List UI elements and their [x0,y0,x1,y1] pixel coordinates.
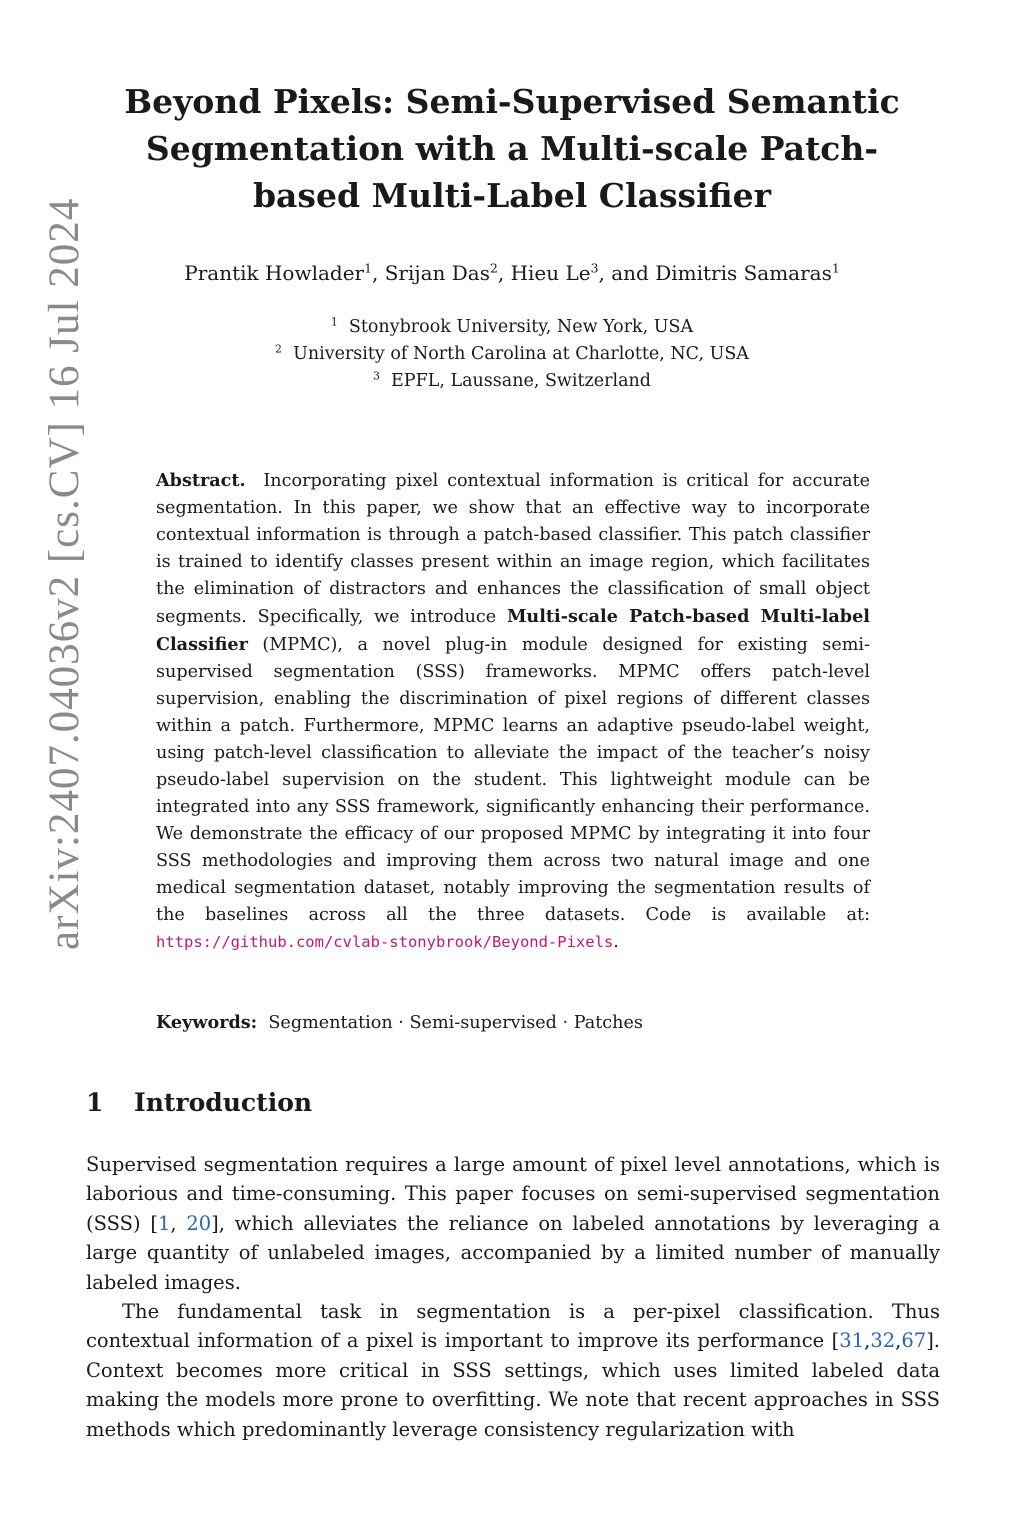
citation-link[interactable]: 1 [157,1211,171,1235]
arxiv-identifier: arXiv:2407.04036v2 [cs.CV] 16 Jul 2024 [41,197,88,950]
abstract-emphasis: Multi-scale Patch-based Multi-label Classifier [156,606,870,655]
author: Srijan Das$^2$, [384,260,511,285]
affiliation: $^1$ Stonybrook University, New York, USA [330,315,694,337]
paragraph: Supervised segmentation requires a large amount of pixel level annotations, which is laborious and time-consuming. This paper focuses on semi-supervised segmentation (SSS) [1, 20], which alleviates the reliance on labeled annotations by leveraging a large quantity of unlabeled images, accompanied by a limited number of manually labeled images. [86,1153,940,1294]
affiliation-list [100,314,924,395]
citation-link[interactable]: 31 [839,1329,865,1353]
author: Dimitris Samaras$^1$ [655,260,840,285]
citation-link[interactable]: 32 [870,1329,896,1353]
paragraph: The fundamental task in segmentation is a per-pixel classification. Thus contextual information of a pixel is important to improve its performance [31,32,67]. Context becomes more critical in SSS settings, which uses limited labeled data making the models more prone to overfitting. We note that recent approaches in SSS methods which predominantly leverage consistency regularization with [86,1300,940,1441]
keywords-text: Segmentation · Semi-supervised · Patches [268,1013,643,1033]
section-title: Introduction [134,1088,313,1117]
affiliation: $^2$ University of North Carolina at Charlotte, NC, USA [275,342,749,364]
abstract: Abstract. Incorporating pixel contextual information is critical for accurate segmentation. In this paper, we show that an effective way to incorporate contextual information is through a patch-based classifier. This patch classifier is trained to identify classes present within an image region, which facilitates the elimination of distractors and enhances the classification of small object segments. Specifically, we introduce Multi-scale Patch-based Multi-label Classifier (MPMC), a novel plug-in module designed for existing semi-supervised segmentation (SSS) frameworks. MPMC offers patch-level supervision, enabling the discrimination of pixel regions of different classes within a patch. Furthermore, MPMC learns an adaptive pseudo-label weight, using patch-level classification to alleviate the impact of the teacher’s noisy pseudo-label supervision on the student. This lightweight module can be integrated into any SSS framework, significantly enhancing their performance. We demonstrate the efficacy of our proposed MPMC by integrating it into four SSS methodologies and improving them across two natural image and one medical segmentation dataset, notably improving the segmentation results of the baselines across all the three datasets. Code is available at: https://github.com/cvlab-stonybrook/Beyond-Pixels. [156,470,871,952]
paper-title: Beyond Pixels: Semi-Supervised Semantic Segmentation with a Multi-scale Patch-based Multi-Label Classifier [124,82,900,215]
keywords [156,1009,870,1037]
citation-link[interactable]: 67 [901,1329,927,1353]
affiliation: $^3$ EPFL, Laussane, Switzerland [372,369,651,391]
abstract-label: Abstract. [156,470,246,491]
code-repository-link[interactable]: https://github.com/cvlab-stonybrook/Beyond-Pixels [156,933,614,951]
author: Prantik Howlader$^1$, [184,260,385,285]
citation-link[interactable]: 20 [186,1211,212,1235]
author: Hieu Le$^3$, and [510,260,656,285]
section-heading [86,1085,312,1121]
keywords-label: Keywords: [156,1012,258,1033]
section-number: 1 [86,1088,104,1117]
introduction-body [86,1150,940,1444]
author-list [100,258,924,288]
